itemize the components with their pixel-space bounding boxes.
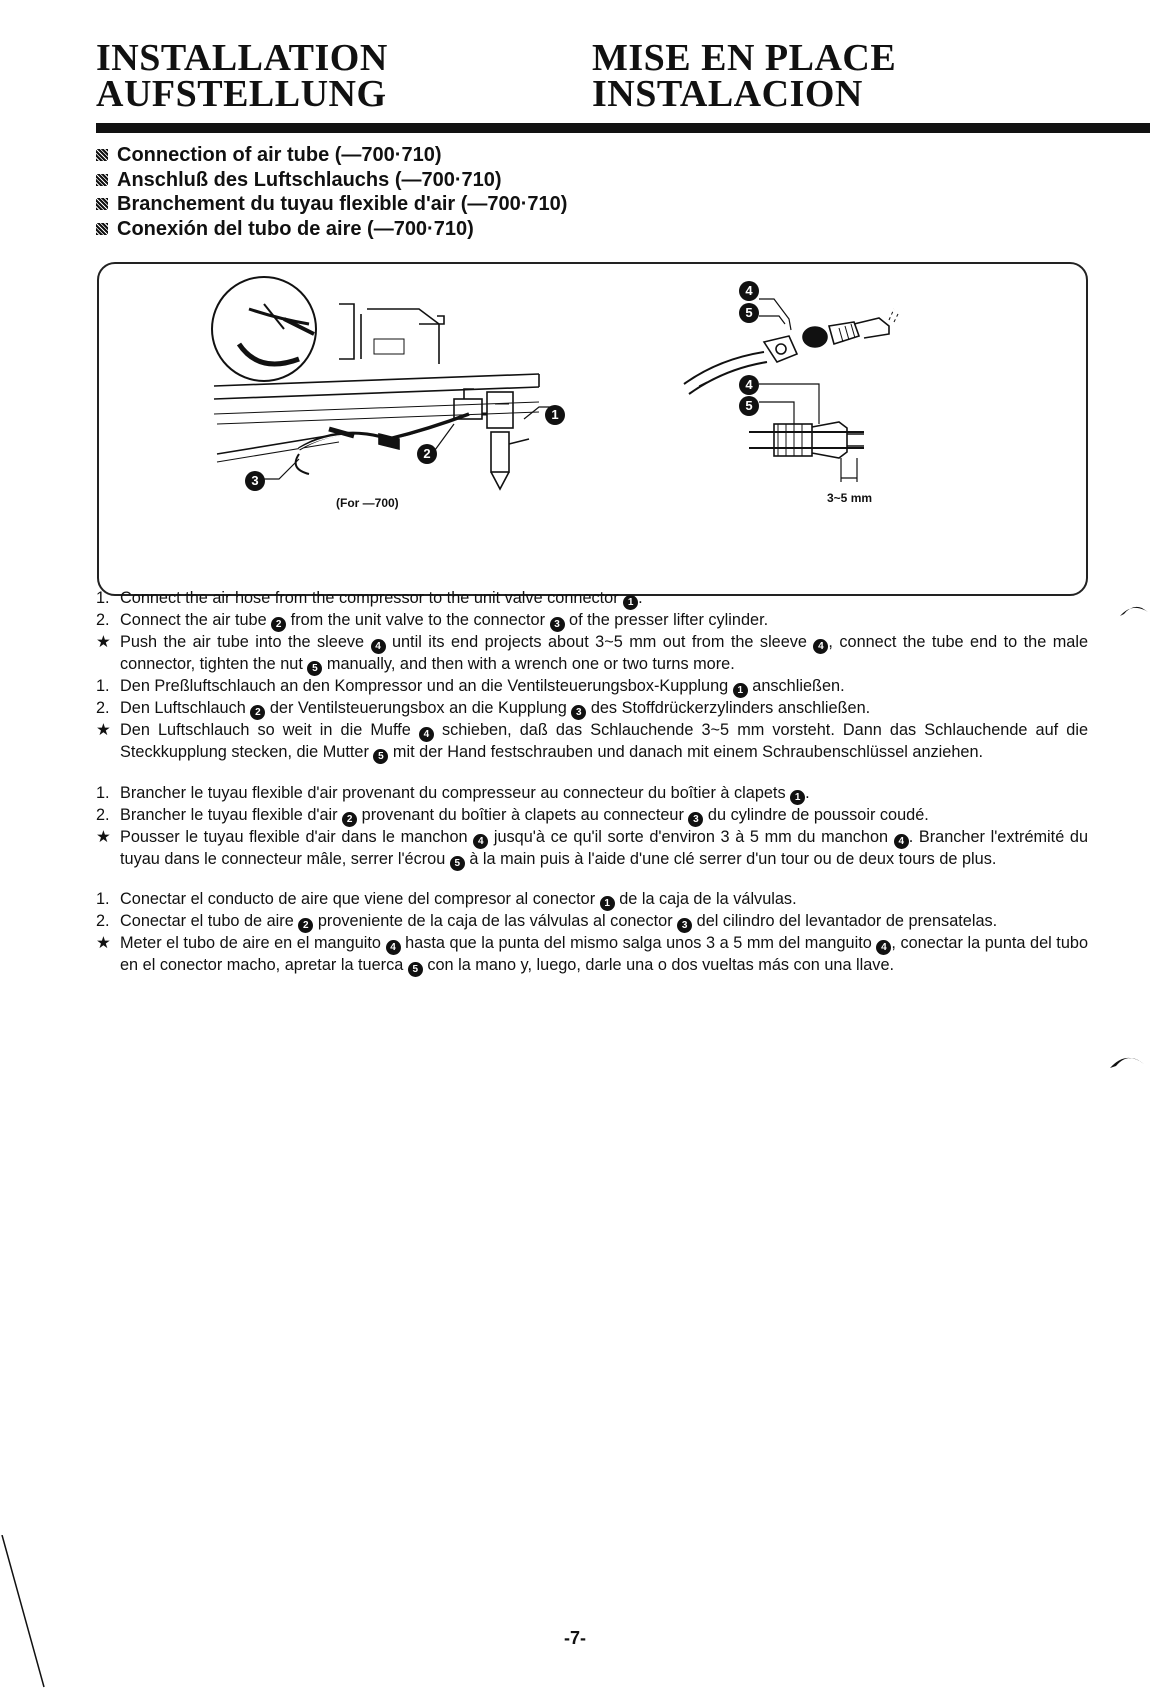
instructions-de <box>96 676 1088 764</box>
callout-2: 2 <box>417 444 437 464</box>
callout-icon: 1 <box>733 683 748 698</box>
instruction-line: ★ Den Luftschlauch so weit in die Muffe 4 schieben, daß das Schlauchende 3~5 mm vorsteht. Dann das Schlauchende auf die Steckkupplung stecken, die Mutter 5 mit der Hand festschrauben und danach mit einem Schraubenschlüssel anziehen. <box>96 721 1088 762</box>
installation-figure <box>97 262 1088 596</box>
header-title-es: INSTALACION <box>592 73 863 115</box>
page-header-right <box>592 37 897 115</box>
callout-4-bottom: 4 <box>739 375 759 395</box>
bullet-square-icon <box>96 223 108 235</box>
instruction-line: 2. Den Luftschlauch 2 der Ventilsteuerungsbox an die Kupplung 3 des Stoffdrückerzylinders anschließen. <box>96 699 871 718</box>
callout-icon: 1 <box>600 896 615 911</box>
callout-icon: 5 <box>307 661 322 676</box>
callout-icon: 4 <box>386 940 401 955</box>
callout-5-bottom: 5 <box>739 396 759 416</box>
page-number: -7- <box>564 1628 586 1648</box>
header-title-en: INSTALLATION <box>96 37 388 79</box>
instruction-line: 1. Brancher le tuyau flexible d'air provenant du compresseur au connecteur du boîtier à clapets 1 . <box>96 784 810 803</box>
callout-4-top: 4 <box>739 281 759 301</box>
instructions-en <box>96 588 1088 676</box>
instruction-line: 1. Conectar el conducto de aire que viene del compresor al conector 1 de la caja de la válvulas. <box>96 890 797 909</box>
instruction-line: ★ Meter el tubo de aire en el manguito 4 hasta que la punta del mismo salga unos 3 a 5 mm del manguito 4 , conectar la punta del tubo en el conector macho, apretar la tuerca 5 con la mano y, luego, darle una o dos vueltas más con una llave. <box>96 934 1088 975</box>
callout-icon: 2 <box>271 617 286 632</box>
bullet-square-icon <box>96 174 108 186</box>
callout-icon: 4 <box>473 834 488 849</box>
section-title-es: Conexión del tubo de aire (—700·710) <box>96 217 567 242</box>
instruction-line: 2. Brancher le tuyau flexible d'air 2 provenant du boîtier à clapets au connecteur 3 du cylindre de poussoir coudé. <box>96 806 929 825</box>
figure-caption-left: (For —700) <box>336 496 399 510</box>
page-edge-mark-icon <box>1118 598 1150 620</box>
header-title-de: AUFSTELLUNG <box>96 73 387 115</box>
scan-line-mark <box>0 1535 50 1689</box>
instruction-line: 2. Conectar el tubo de aire 2 proveniente de la caja de las válvulas al conector 3 del cilindro del levantador de prensatelas. <box>96 912 998 931</box>
callout-icon: 3 <box>550 617 565 632</box>
instruction-line: ★ Push the air tube into the sleeve 4 until its end projects about 3~5 mm out from the sleeve 4 , connect the tube end to the male connector, tighten the nut 5 manually, and then with a wrench one or two turns more. <box>96 633 1088 674</box>
callout-1: 1 <box>545 405 565 425</box>
section-title-en: Connection of air tube (—700·710) <box>96 143 567 168</box>
callout-icon: 3 <box>571 705 586 720</box>
callout-5-top: 5 <box>739 303 759 323</box>
instruction-line: 1. Connect the air hose from the compressor to the unit valve connector 1 . <box>96 589 643 608</box>
callout-icon: 5 <box>408 962 423 977</box>
callout-icon: 3 <box>677 918 692 933</box>
callout-icon: 3 <box>688 812 703 827</box>
header-rule <box>96 123 1150 133</box>
section-titles <box>96 143 567 241</box>
callout-icon: 2 <box>298 918 313 933</box>
callout-icon: 4 <box>419 727 434 742</box>
instruction-line: 1. Den Preßluftschlauch an den Kompressor und an die Ventilsteuerungsbox-Kupplung 1 anschließen. <box>96 677 845 696</box>
instructions-fr <box>96 783 1088 871</box>
callout-icon: 4 <box>876 940 891 955</box>
callout-icon: 1 <box>790 790 805 805</box>
instruction-line: 2. Connect the air tube 2 from the unit valve to the connector 3 of the presser lifter cylinder. <box>96 611 769 630</box>
section-title-de: Anschluß des Luftschlauchs (—700·710) <box>96 168 567 193</box>
figure-caption-right: 3~5 mm <box>827 491 873 505</box>
instruction-line: ★ Pousser le tuyau flexible d'air dans le manchon 4 jusqu'à ce qu'il sorte d'environ 3 à 5 mm du manchon 4 . Brancher l'extrémité du tuyau dans le connecteur mâle, serrer l'écrou 5 à la main puis à l'aide d'une clé serrer d'un tour ou de deux tours de plus. <box>96 828 1089 869</box>
callout-icon: 1 <box>623 595 638 610</box>
bullet-square-icon <box>96 198 108 210</box>
bullet-square-icon <box>96 149 108 161</box>
callout-icon: 5 <box>450 856 465 871</box>
page-edge-mark-icon <box>1108 1048 1148 1072</box>
header-title-fr: MISE EN PLACE <box>592 37 897 79</box>
callout-3: 3 <box>245 471 265 491</box>
page-header-left <box>96 37 388 115</box>
callout-icon: 2 <box>342 812 357 827</box>
section-title-fr: Branchement du tuyau flexible d'air (—700·710) <box>96 192 567 217</box>
instructions-es <box>96 889 1088 977</box>
callout-icon: 4 <box>894 834 909 849</box>
callout-icon: 4 <box>371 639 386 654</box>
air-tube-diagram <box>99 264 1086 594</box>
callout-icon: 2 <box>250 705 265 720</box>
callout-icon: 5 <box>373 749 388 764</box>
callout-icon: 4 <box>813 639 828 654</box>
